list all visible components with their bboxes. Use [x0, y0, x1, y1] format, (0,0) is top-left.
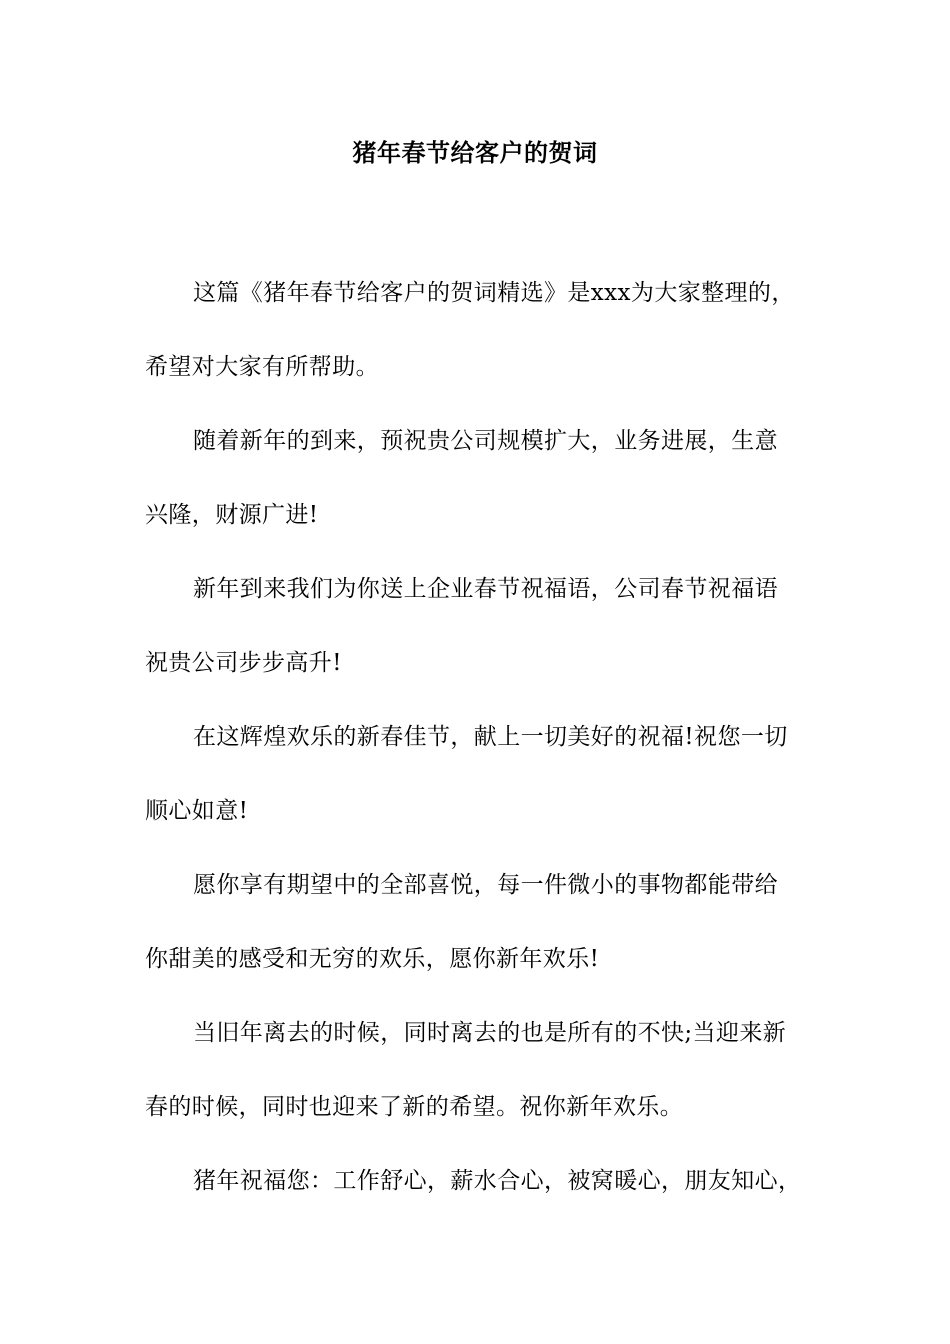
paragraph-line: 希望对大家有所帮助。 [145, 354, 379, 380]
paragraph-line: 当旧年离去的时候，同时离去的也是所有的不快;当迎来新 [193, 1020, 787, 1046]
paragraph-line: 愿你享有期望中的全部喜悦，每一件微小的事物都能带给 [193, 872, 778, 898]
paragraph-3 [145, 552, 835, 700]
paragraph-line: 猪年祝福您：工作舒心，薪水合心，被窝暖心，朋友知心， [193, 1168, 802, 1194]
paragraph-6 [145, 996, 835, 1144]
paragraph-4 [145, 700, 835, 848]
document-title: 猪年春节给客户的贺词 [352, 139, 598, 167]
paragraph-2 [145, 404, 835, 552]
paragraph-line: 随着新年的到来，预祝贵公司规模扩大，业务进展，生意 [193, 428, 778, 454]
paragraph-1 [145, 256, 835, 404]
paragraph-line: 新年到来我们为你送上企业春节祝福语，公司春节祝福语 [193, 576, 778, 602]
paragraph-7 [145, 1144, 835, 1218]
paragraph-line: 这篇《猪年春节给客户的贺词精选》是xxx为大家整理的， [193, 280, 795, 306]
paragraph-line: 祝贵公司步步高升! [145, 650, 342, 676]
paragraph-line: 春的时候，同时也迎来了新的希望。祝你新年欢乐。 [145, 1094, 684, 1120]
document-body [145, 256, 835, 1218]
paragraph-5 [145, 848, 835, 996]
paragraph-line: 顺心如意! [145, 798, 249, 824]
paragraph-line: 兴隆，财源广进! [145, 502, 319, 528]
paragraph-line: 在这辉煌欢乐的新春佳节，献上一切美好的祝福!祝您一切 [193, 724, 788, 750]
paragraph-line: 你甜美的感受和无穷的欢乐，愿你新年欢乐! [145, 946, 600, 972]
